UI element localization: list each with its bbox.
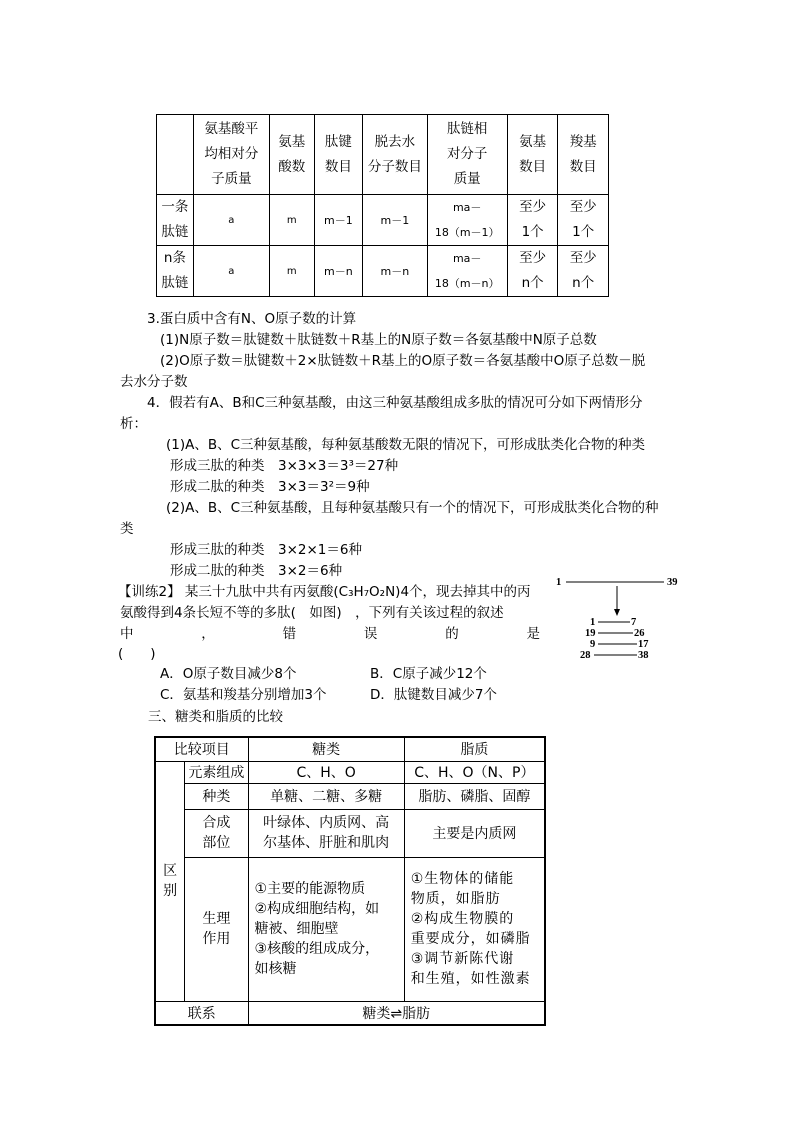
option-d: D．肽键数目减少7个 [370, 687, 497, 703]
cell-carboxyl: 至少 1个 [558, 195, 609, 246]
row-key-function: 生理 作用 [185, 857, 248, 1001]
row-key-site: 合成 部位 [185, 809, 248, 857]
section-3-item-2-cont: 去水分子数 [120, 374, 188, 390]
peptide-table-header [157, 115, 609, 195]
cell-carboxyl: 至少 n个 [558, 246, 609, 297]
header-blank [157, 115, 194, 195]
cell-bonds: m－n [314, 246, 363, 297]
row-label: 一条 肽链 [157, 195, 194, 246]
cell-mass: ma－ 18（m－1） [427, 195, 507, 246]
table-row [155, 761, 545, 783]
header-avg-mass: 氨基酸平 均相对分 子质量 [193, 115, 269, 195]
cell-sugar-types: 单糖、二糖、多糖 [248, 783, 404, 809]
section-3-item-1: (1)N原子数＝肽键数＋肽链数＋R基上的N原子数＝各氨基酸中N原子总数 [160, 332, 597, 348]
section-4-case-2: (2)A、B、C三种氨基酸，且每种氨基酸只有一个的情况下，可形成肽类化合物的种 [166, 500, 659, 516]
cell-count: m [269, 246, 314, 297]
cell-lipid-elements: C、H、O（N、P） [404, 761, 545, 783]
fig-label: 28 [580, 650, 591, 661]
fig-label-1: 1 [556, 577, 562, 588]
row-key-elements: 元素组成 [185, 761, 248, 783]
cell-amino: 至少 1个 [507, 195, 558, 246]
header-chain-mass: 肽链相 对分子 质量 [427, 115, 507, 195]
header-aa-count: 氨基 酸数 [269, 115, 314, 195]
fig-label: 17 [638, 639, 649, 650]
cell-sugar-elements: C、H、O [248, 761, 404, 783]
fig-label: 38 [638, 650, 649, 661]
cell-lipid-site: 主要是内质网 [404, 809, 545, 857]
row-label: n条 肽链 [157, 246, 194, 297]
cell-mass: ma－ 18（m－n） [427, 246, 507, 297]
cell-water: m－1 [363, 195, 427, 246]
exercise-line-2: 氨酸得到4条长短不等的多肽( 如图) ，下列有关该过程的叙述 [120, 605, 504, 621]
cell-link: 糖类⇌脂肪 [248, 1001, 545, 1025]
table-row [155, 1001, 545, 1025]
exercise-answer-blank: ( ) [118, 646, 156, 662]
cell-count: m [269, 195, 314, 246]
table-row [157, 195, 609, 246]
section-sugar-heading: 三、糖类和脂质的比较 [148, 709, 283, 725]
section-3-item-2: (2)O原子数＝肽键数＋2×肽链数＋R基上的O原子数＝各氨基酸中O原子总数－脱 [160, 353, 646, 369]
peptide-table [156, 114, 609, 297]
header-sugar: 糖类 [248, 737, 404, 761]
section-4-case-2-cont: 类 [120, 521, 134, 537]
header-water-count: 脱去水 分子数目 [363, 115, 427, 195]
section-4-heading-cont: 析： [120, 416, 147, 432]
section-4-case-1: (1)A、B、C三种氨基酸，每种氨基酸数无限的情况下，可形成肽类化合物的种类 [166, 437, 646, 453]
fig-label-39: 39 [667, 577, 678, 588]
table-row [157, 246, 609, 297]
section-4-case-1-di: 形成二肽的种类 3×3＝3²＝9种 [170, 479, 370, 495]
fig-label: 9 [590, 639, 596, 650]
section-4-case-2-di: 形成二肽的种类 3×2＝6种 [170, 563, 343, 579]
cell-sugar-function: ①主要的能源物质 ②构成细胞结构，如 糖被、细胞壁 ③核酸的组成成分， 如核糖 [248, 857, 404, 1001]
section-4-heading: 4．假若有A、B和C三种氨基酸，由这三种氨基酸组成多肽的情况可分如下两情形分 [147, 395, 643, 411]
header-carboxyl: 羧基 数目 [558, 115, 609, 195]
fig-label: 19 [585, 628, 596, 639]
diff-label: 区别 [155, 761, 185, 1001]
cell-avg: a [193, 195, 269, 246]
cell-lipid-function: ①生物体的储能 物质，如脂肪 ②构成生物膜的 重要成分，如磷脂 ③调节新陈代谢 和生殖，如性激素 [404, 857, 545, 1001]
header-lipid: 脂质 [404, 737, 545, 761]
cell-sugar-site: 叶绿体、内质网、高 尔基体、肝脏和肌肉 [248, 809, 404, 857]
fig-label: 26 [634, 628, 645, 639]
row-key-types: 种类 [185, 783, 248, 809]
header-amino: 氨基 数目 [507, 115, 558, 195]
header-bond-count: 肽键 数目 [314, 115, 363, 195]
table-row [155, 857, 545, 1001]
table-row [155, 737, 545, 761]
fig-label: 7 [631, 617, 637, 628]
cell-bonds: m－1 [314, 195, 363, 246]
option-a: A．O原子数目减少8个 [160, 666, 297, 682]
fig-arrow-head [614, 609, 620, 616]
fig-label: 1 [590, 617, 596, 628]
row-key-link: 联系 [155, 1001, 248, 1025]
peptide-diagram [552, 574, 682, 666]
option-c: C．氨基和羧基分别增加3个 [160, 687, 327, 703]
sugar-lipid-table [154, 736, 546, 1026]
option-b: B．C原子减少12个 [370, 666, 487, 682]
cell-avg: a [193, 246, 269, 297]
cell-amino: 至少 n个 [507, 246, 558, 297]
cell-lipid-types: 脂肪、磷脂、固醇 [404, 783, 545, 809]
table-row [155, 809, 545, 857]
section-3-heading: 3.蛋白质中含有N、O原子数的计算 [147, 311, 357, 327]
section-4-case-2-tri: 形成三肽的种类 3×2×1＝6种 [170, 542, 362, 558]
header-compare: 比较项目 [155, 737, 248, 761]
exercise-line-1: 【训练2】 某三十九肽中共有丙氨酸(C₃H₇O₂N)4个，现去掉其中的丙 [118, 584, 531, 600]
table-row [155, 783, 545, 809]
section-4-case-1-tri: 形成三肽的种类 3×3×3＝3³＝27种 [170, 458, 399, 474]
cell-water: m－n [363, 246, 427, 297]
exercise-line-3: 中 ， 错 误 的 是 [120, 626, 540, 642]
